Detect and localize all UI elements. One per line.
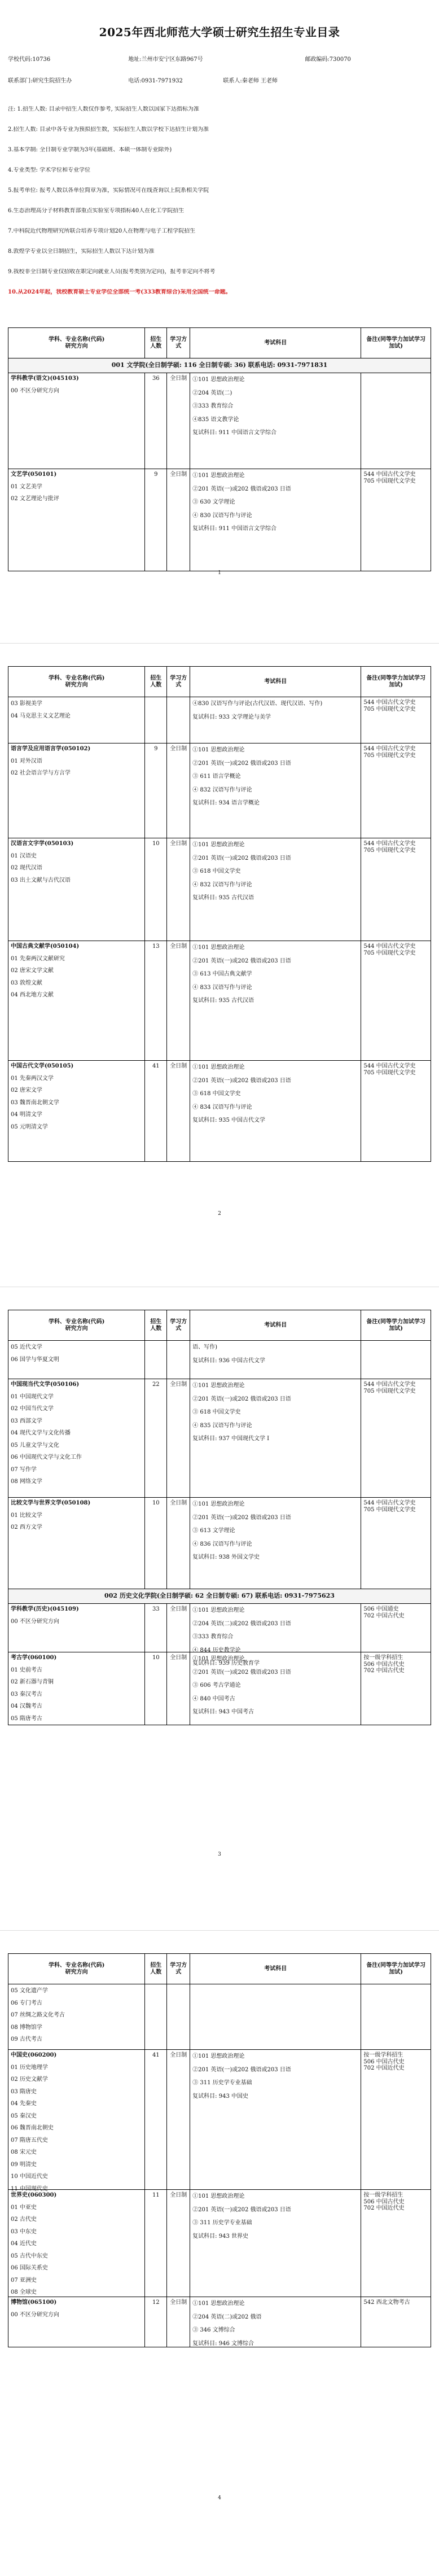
major-name: 中国古典文献学(050104) [11, 943, 80, 950]
exam-line: ②201 英语(一)或202 俄语或203 日语 [192, 855, 291, 861]
direction: 03 影视美学 [11, 701, 42, 707]
major-cell [8, 1604, 145, 1652]
exam-line: ①101 思想政治理论 [192, 1656, 245, 1662]
major-cell [8, 2297, 145, 2347]
header-exams: 考试科目 [190, 667, 361, 697]
exam-line: 复试科目: 911 中国语言文学综合 [192, 526, 276, 532]
exam-cell [190, 2050, 361, 2189]
table-row [8, 1379, 431, 1498]
direction: 05 近代文学 [11, 1344, 42, 1350]
notes-cell: 按一级学科招生 506 中国古代史 702 中国近代史 [363, 2052, 405, 2071]
major-name: 中国现当代文学(050106) [11, 1381, 80, 1388]
school-info-line-2 [8, 78, 431, 85]
exam-line: 复试科目: 935 古代汉语 [192, 998, 254, 1004]
exam-cell [190, 1652, 361, 1725]
notes-cell [361, 1341, 431, 1379]
note-4: 4.专业类型: 学术学位和专业学位 [8, 167, 91, 173]
table-row [8, 2297, 431, 2347]
section-header: 002 历史文化学院(全日制学硕: 62 全日制专硕: 67) 联系电话: 0931-7975623 [8, 1589, 431, 1604]
table-row [8, 1984, 431, 2050]
exam-cell [190, 1379, 361, 1497]
header-mode: 学习方式 [167, 1310, 190, 1340]
direction: 02 中国当代文学 [11, 1406, 54, 1412]
mode [167, 1341, 190, 1379]
major-cell [8, 1984, 145, 2049]
exam-line: ②201 英语(一)或202 俄语或203 日语 [192, 1396, 291, 1402]
page-number: 4 [218, 2495, 221, 2501]
major-name: 汉语言文字学(050103) [11, 841, 74, 847]
major-cell [8, 373, 145, 469]
table-row [8, 697, 431, 744]
direction: 09 古代考古 [11, 2036, 42, 2043]
table-header [8, 328, 431, 358]
direction: 01 史前考古 [11, 1667, 42, 1673]
exam-line: ④ 832 汉语写作与评论 [192, 881, 252, 888]
exam-line: ②204 英语(二)或202 俄语或203 日语 [192, 1620, 291, 1627]
notes-cell: 544 中国古代文学史 705 中国现代文学史 [363, 1063, 416, 1076]
major-cell [8, 1341, 145, 1379]
mode: 全日制 [167, 941, 190, 1060]
major-cell [8, 941, 145, 1060]
exam-line: ③ 606 考古学通论 [192, 1682, 241, 1689]
exam-cell [190, 1984, 361, 2049]
direction: 03 中东史 [11, 2228, 37, 2235]
exam-line: ①101 思想政治理论 [192, 1501, 245, 1507]
exam-line: ②201 英语(一)或202 俄语或203 日语 [192, 760, 291, 767]
direction: 06 国际关系史 [11, 2265, 48, 2271]
direction: 07 写作学 [11, 1466, 37, 1473]
table-row [8, 1341, 431, 1379]
direction: 08 网络文学 [11, 1479, 42, 1485]
major-name: 中国古代文学(050105) [11, 1063, 74, 1069]
contact-person: 联系人:秦老师 王老师 [223, 78, 278, 84]
contact-phone: 电话:0931-7971932 [128, 78, 183, 84]
exam-line: ③ 311 历史学专业基础 [192, 2220, 252, 2226]
exam-line: 复试科目: 946 文博综合 [192, 2340, 254, 2347]
direction: 03 魏晋南北朝文学 [11, 1099, 59, 1106]
count: 9 [145, 469, 167, 571]
header-mode: 学习方式 [167, 328, 190, 358]
table-row [8, 1498, 431, 1589]
exam-line: ③ 618 中国文学史 [192, 1409, 241, 1415]
notes-cell: 544 中国古代文学史 705 中国现代文学史 [363, 943, 416, 956]
notes-cell: 544 中国古代文学史 705 中国现代文学史 [363, 1500, 416, 1513]
exam-line: ②201 英语(一)或202 俄语或203 日语 [192, 1077, 291, 1084]
count: 12 [145, 2297, 167, 2347]
direction: 03 秦汉考古 [11, 1691, 42, 1698]
count [145, 1341, 167, 1379]
header-mode: 学习方式 [167, 667, 190, 697]
direction: 01 比较文学 [11, 1512, 42, 1519]
exam-line: ②201 英语(一)或202 俄语或203 日语 [192, 1514, 291, 1521]
major-cell [8, 1379, 145, 1497]
major-name: 语言学及应用语言学(050102) [11, 746, 91, 752]
direction: 05 隋唐考古 [11, 1715, 42, 1722]
exam-line: ④835 语文教学论 [192, 416, 239, 423]
program-table-page-1 [8, 327, 431, 571]
page-2 [0, 644, 439, 1287]
page-3 [0, 1287, 439, 1931]
exam-line: ②201 英语(一)或202 俄语或203 日语 [192, 486, 291, 492]
table-row [8, 1061, 431, 1161]
direction: 02 现代汉语 [11, 865, 42, 871]
header-notes: 备注(同等学力加试学习加试) [366, 1319, 426, 1332]
exam-line: 复试科目: 937 中国现代文学 I [192, 1436, 270, 1442]
page-number: 3 [218, 1852, 221, 1857]
exam-line: 复试科目: 943 中国史 [192, 2093, 248, 2100]
note-10: 10.从2024年起，我校教育硕士专业学位全部统一考(333教育综合)采用全国统一命题。 [8, 289, 231, 295]
count: 41 [145, 2050, 167, 2189]
exam-line: ①101 思想政治理论 [192, 2193, 245, 2199]
table-row [8, 744, 431, 838]
exam-line: ①101 思想政治理论 [192, 2301, 245, 2307]
exam-line: ③333 教育综合 [192, 1634, 234, 1640]
header-count: 招生人数 [145, 1310, 167, 1340]
exam-line: ④ 844 历史教学论 [192, 1647, 241, 1654]
direction: 01 先秦两汉文献研究 [11, 955, 65, 962]
mode [167, 1984, 190, 2049]
mode: 全日制 [167, 469, 190, 571]
exam-line: ①101 思想政治理论 [192, 377, 245, 383]
major-name: 考古学(060100) [11, 1655, 57, 1661]
notes-cell: 542 西北文物考古 [363, 2299, 410, 2306]
exam-line: ②201 英语(一)或202 俄语或203 日语 [192, 2206, 291, 2213]
exam-line: 复试科目: 943 世界史 [192, 2233, 248, 2240]
major-cell [8, 2050, 145, 2192]
direction: 10 中国近代史 [11, 2173, 48, 2180]
direction: 03 敦煌文献 [11, 979, 42, 986]
direction: 02 社会语言学与方言学 [11, 770, 71, 776]
page-number: 2 [218, 1211, 221, 1217]
exam-cell [190, 697, 361, 743]
notes-cell [361, 373, 431, 469]
table-header [8, 1310, 431, 1341]
direction: 00 不区分研究方向 [11, 387, 59, 394]
exam-line: ④ 834 汉语写作与评论 [192, 1104, 252, 1110]
table-row [8, 2050, 431, 2190]
direction: 00 不区分研究方向 [11, 1618, 59, 1625]
major-name: 中国史(060200) [11, 2052, 57, 2058]
program-table-page-4 [8, 1953, 431, 2347]
mode: 全日制 [167, 1061, 190, 1161]
notes-list [8, 106, 431, 309]
exam-line: ④ 836 汉语写作与评论 [192, 1541, 252, 1547]
header-major: 学科、专业名称(代码) 研究方向 [8, 328, 145, 358]
exam-line: ③ 311 历史学专业基础 [192, 2080, 252, 2086]
count: 13 [145, 941, 167, 1060]
mode: 全日制 [167, 1498, 190, 1589]
note-2: 2.招生人数: 目录中各专业为预拟招生数，实际招生人数以学校下达招生计划为准 [8, 126, 209, 133]
direction: 05 古代中东史 [11, 2253, 48, 2259]
exam-line: ④ 832 汉语写作与评论 [192, 786, 252, 793]
direction: 09 明清史 [11, 2161, 37, 2168]
exam-line: ②204 英语(二)或202 俄语 [192, 2313, 262, 2320]
notes-cell: 按一级学科招生 506 中国古代史 702 中国近代史 [363, 2192, 405, 2211]
direction: 02 唐宋文学 [11, 1087, 42, 1094]
page-number: 1 [218, 570, 221, 576]
count: 33 [145, 1604, 167, 1652]
header-major: 学科、专业名称(代码) 研究方向 [8, 1954, 145, 1984]
school-code: 学校代码:10736 [8, 56, 51, 63]
direction: 01 历史地理学 [11, 2064, 48, 2071]
count [145, 697, 167, 743]
exam-line: 复试科目: 943 中国考古 [192, 1709, 254, 1715]
direction: 07 丝绸之路文化考古 [11, 2012, 65, 2018]
mode: 全日制 [167, 1604, 190, 1652]
major-cell [8, 697, 145, 743]
exam-line: ④ 835 汉语写作与评论 [192, 1422, 252, 1429]
notes-cell [361, 1984, 431, 2049]
direction: 04 马克思主义文艺理论 [11, 712, 71, 719]
exam-line: ①101 思想政治理论 [192, 1383, 245, 1389]
exam-cell [190, 744, 361, 838]
table-row [8, 469, 431, 571]
exam-line: ④ 833 汉语写作与评论 [192, 984, 252, 991]
direction: 03 隋唐史 [11, 2088, 37, 2095]
note-7: 7.中科院近代物理研究所联合培养专项计划20人在物理与电子工程学院招生 [8, 228, 196, 234]
note-5: 5.报考单位: 报考人数以各单位简章为准，实际情况可在线查询以上院系相关学院 [8, 187, 209, 194]
count [145, 1984, 167, 2049]
exam-line: ④ 830 汉语写作与评论 [192, 512, 252, 519]
header-count: 招生人数 [145, 667, 167, 697]
table-row [8, 941, 431, 1061]
school-address: 地址:兰州市安宁区东路967号 [128, 56, 203, 63]
exam-line: 复试科目: 938 外国文学史 [192, 1554, 260, 1560]
exam-line: ②201 英语(一)或202 俄语或203 日语 [192, 2066, 291, 2073]
direction: 02 古代史 [11, 2216, 37, 2223]
exam-cell [190, 1604, 361, 1667]
header-exams: 考试科目 [190, 1954, 361, 1984]
major-cell [8, 469, 145, 571]
exam-line: ②204 英语(二) [192, 390, 232, 396]
direction: 07 亚洲史 [11, 2277, 37, 2284]
direction: 03 西部文学 [11, 1418, 42, 1424]
section-header: 001 文学院(全日制学硕: 116 全日制专硕: 36) 联系电话: 0931-7971831 [8, 358, 431, 373]
page-title: 2025年西北师范大学硕士研究生招生专业目录 [99, 25, 340, 39]
direction: 01 汉语史 [11, 852, 37, 859]
count: 10 [145, 1498, 167, 1589]
exam-line: ③ 618 中国文学史 [192, 868, 241, 874]
direction: 01 中国现代文学 [11, 1393, 54, 1400]
exam-line: ①101 思想政治理论 [192, 747, 245, 753]
major-cell [8, 1061, 145, 1161]
note-3: 3.基本学制: 全日制专业学制为3年(基础班、本硕一体制专业除外) [8, 147, 172, 153]
exam-line: ③333 教育综合 [192, 403, 234, 409]
notes-cell: 544 中国古代文学史 705 中国现代文学史 [363, 471, 416, 484]
exam-line: ①101 思想政治理论 [192, 944, 245, 951]
mode: 全日制 [167, 2050, 190, 2189]
direction: 00 不区分研究方向 [11, 2311, 59, 2318]
direction: 06 中国现代文学与文化工作 [11, 1454, 82, 1460]
direction: 04 汉魏考古 [11, 1703, 42, 1709]
table-row [8, 2190, 431, 2297]
exam-line: 复试科目: 933 文学理论与美学 [192, 714, 271, 720]
header-mode: 学习方式 [167, 1954, 190, 1984]
major-cell [8, 838, 145, 941]
note-1: 注: 1.招生人数: 目录中招生人数仅作参考, 实际招生人数以国家下达指标为准 [8, 106, 199, 112]
page-4 [0, 1931, 439, 2576]
exam-cell [190, 1498, 361, 1589]
mode: 全日制 [167, 2190, 190, 2297]
major-name: 学科教学(历史)(045109) [11, 1606, 79, 1612]
header-count: 招生人数 [145, 1954, 167, 1984]
exam-line: ①101 思想政治理论 [192, 1607, 245, 1613]
table-header [8, 1954, 431, 1984]
header-notes: 备注(同等学力加试学习加试) [366, 336, 426, 349]
exam-line: ③ 611 语言学概论 [192, 773, 241, 780]
table-row [8, 1652, 431, 1725]
exam-line: ①101 思想政治理论 [192, 2053, 245, 2059]
direction: 07 隋唐五代史 [11, 2137, 48, 2144]
exam-line: ③ 630 文学理论 [192, 499, 235, 505]
direction: 04 西北地方文献 [11, 992, 54, 998]
mode: 全日制 [167, 838, 190, 941]
contact-dept: 联系部门:研究生院招生办 [8, 78, 72, 84]
header-major: 学科、专业名称(代码) 研究方向 [8, 667, 145, 697]
major-name: 比较文学与世界文学(050108) [11, 1500, 91, 1506]
mode [167, 697, 190, 743]
direction: 01 文艺美学 [11, 483, 42, 490]
direction: 08 宋元史 [11, 2149, 37, 2155]
exam-line: 复试科目: 935 古代汉语 [192, 895, 254, 901]
major-cell [8, 2190, 145, 2297]
direction: 05 秦汉史 [11, 2113, 37, 2119]
exam-cell [190, 2297, 361, 2347]
notes-cell: 544 中国古代文学史 705 中国现代文学史 [363, 699, 416, 712]
header-count: 招生人数 [145, 328, 167, 358]
program-table-page-3 [8, 1310, 431, 1725]
direction: 04 近代史 [11, 2241, 37, 2247]
exam-cell [190, 941, 361, 1060]
table-row [8, 838, 431, 941]
exam-line: ①101 思想政治理论 [192, 1064, 245, 1070]
count: 22 [145, 1379, 167, 1497]
note-6: 6.生态治理高分子材料教育部重点实验室专项指标40人在化工学院招生 [8, 208, 185, 214]
exam-line: 复试科目: 934 语言学概论 [192, 800, 260, 806]
direction: 02 历史文献学 [11, 2076, 48, 2083]
major-name: 世界史(060300) [11, 2192, 57, 2198]
exam-cell [190, 373, 361, 469]
direction: 11 中国现代史 [11, 2185, 48, 2192]
direction: 02 文艺理论与批评 [11, 496, 59, 502]
program-table-page-2 [8, 666, 431, 1162]
exam-line: 语、写作) [192, 1344, 218, 1350]
count: 41 [145, 1061, 167, 1161]
major-cell [8, 1652, 145, 1725]
school-info-line-1 [8, 56, 431, 63]
count: 9 [145, 744, 167, 838]
exam-line: ④830 汉语写作与评论(古代汉语、现代汉语、写作) [192, 701, 323, 707]
direction: 05 元明清文学 [11, 1123, 48, 1130]
exam-cell [190, 469, 361, 571]
major-cell [8, 1498, 145, 1589]
direction: 06 魏晋南北朝史 [11, 2125, 54, 2131]
note-8: 8.敦煌学专业以全日制招生，实际招生人数以下达计划为准 [8, 248, 155, 255]
exam-line: 复试科目: 911 中国语言文学综合 [192, 430, 276, 436]
page-1 [0, 0, 439, 644]
exam-line: ③ 613 中国古典文献学 [192, 971, 252, 977]
count: 10 [145, 1652, 167, 1725]
direction: 02 唐宋文学文献 [11, 968, 54, 974]
direction: 05 儿童文学与文化 [11, 1442, 59, 1449]
direction: 08 博物馆学 [11, 2024, 42, 2031]
mode: 全日制 [167, 2297, 190, 2347]
exam-line: ③ 613 文学理论 [192, 1528, 235, 1534]
table-row [8, 373, 431, 469]
exam-cell [190, 2190, 361, 2297]
direction: 03 出土文献与古代汉语 [11, 877, 71, 884]
exam-cell [190, 838, 361, 941]
exam-line: ③ 346 文博综合 [192, 2327, 235, 2333]
count: 36 [145, 373, 167, 469]
header-notes: 备注(同等学力加试学习加试) [366, 1962, 426, 1975]
note-9: 9.我校非全日制专业仅招收在职定向就业人员(报考类别为定向)，报考非定向不将考 [8, 269, 216, 275]
exam-line: ②201 英语(一)或202 俄语或203 日语 [192, 1669, 291, 1676]
count: 10 [145, 838, 167, 941]
header-notes: 备注(同等学力加试学习加试) [366, 675, 426, 688]
direction: 08 全球史 [11, 2289, 37, 2295]
direction: 01 中亚史 [11, 2204, 37, 2211]
major-name: 学科教学(语文)(045103) [11, 375, 79, 382]
header-exams: 考试科目 [190, 1310, 361, 1340]
exam-line: ①101 思想政治理论 [192, 473, 245, 479]
direction: 05 文化遗产学 [11, 1988, 48, 1994]
notes-cell: 按一级学科招生 506 中国古代史 702 中国古代史 [363, 1655, 405, 1674]
exam-line: ①101 思想政治理论 [192, 842, 245, 848]
direction: 04 先秦史 [11, 2101, 37, 2107]
direction: 06 国学与华夏文明 [11, 1356, 59, 1363]
header-major: 学科、专业名称(代码) 研究方向 [8, 1310, 145, 1340]
direction: 04 明清文学 [11, 1112, 42, 1118]
count: 11 [145, 2190, 167, 2297]
direction: 02 新石器与青铜 [11, 1679, 54, 1685]
exam-line: 复试科目: 935 中国古代文学 [192, 1117, 265, 1123]
major-name: 博物馆(065100) [11, 2299, 57, 2306]
exam-line: ②201 英语(一)或202 俄语或203 日语 [192, 957, 291, 964]
exam-line: ③ 618 中国文学史 [192, 1091, 241, 1097]
direction: 02 西方文学 [11, 1524, 42, 1530]
table-header [8, 667, 431, 697]
exam-cell [190, 1061, 361, 1161]
mode: 全日制 [167, 1379, 190, 1497]
school-zip: 邮政编码:730070 [305, 56, 351, 63]
exam-line: 复试科目: 939 历史教育学 [192, 1660, 260, 1667]
direction: 06 专门考古 [11, 2000, 42, 2006]
notes-cell: 544 中国古代文学史 705 中国现代文学史 [363, 841, 416, 854]
exam-line: ④ 840 中国考古 [192, 1695, 235, 1702]
exam-cell [190, 1341, 361, 1379]
mode: 全日制 [167, 744, 190, 838]
direction: 01 先秦两汉文学 [11, 1075, 54, 1082]
header-exams: 考试科目 [190, 328, 361, 358]
notes-cell: 544 中国古代文学史 705 中国现代文学史 [363, 746, 416, 759]
direction: 04 现代文学与文化传播 [11, 1430, 71, 1436]
major-cell [8, 744, 145, 838]
direction: 01 对外汉语 [11, 758, 42, 764]
major-name: 文艺学(050101) [11, 471, 57, 478]
mode: 全日制 [167, 373, 190, 469]
exam-line: 复试科目: 936 中国古代文学 [192, 1357, 265, 1364]
mode: 全日制 [167, 1652, 190, 1725]
notes-cell: 544 中国古代文学史 705 中国现代文学史 [363, 1381, 416, 1394]
notes-cell: 506 中国通史 702 中国古代史 [363, 1606, 405, 1619]
